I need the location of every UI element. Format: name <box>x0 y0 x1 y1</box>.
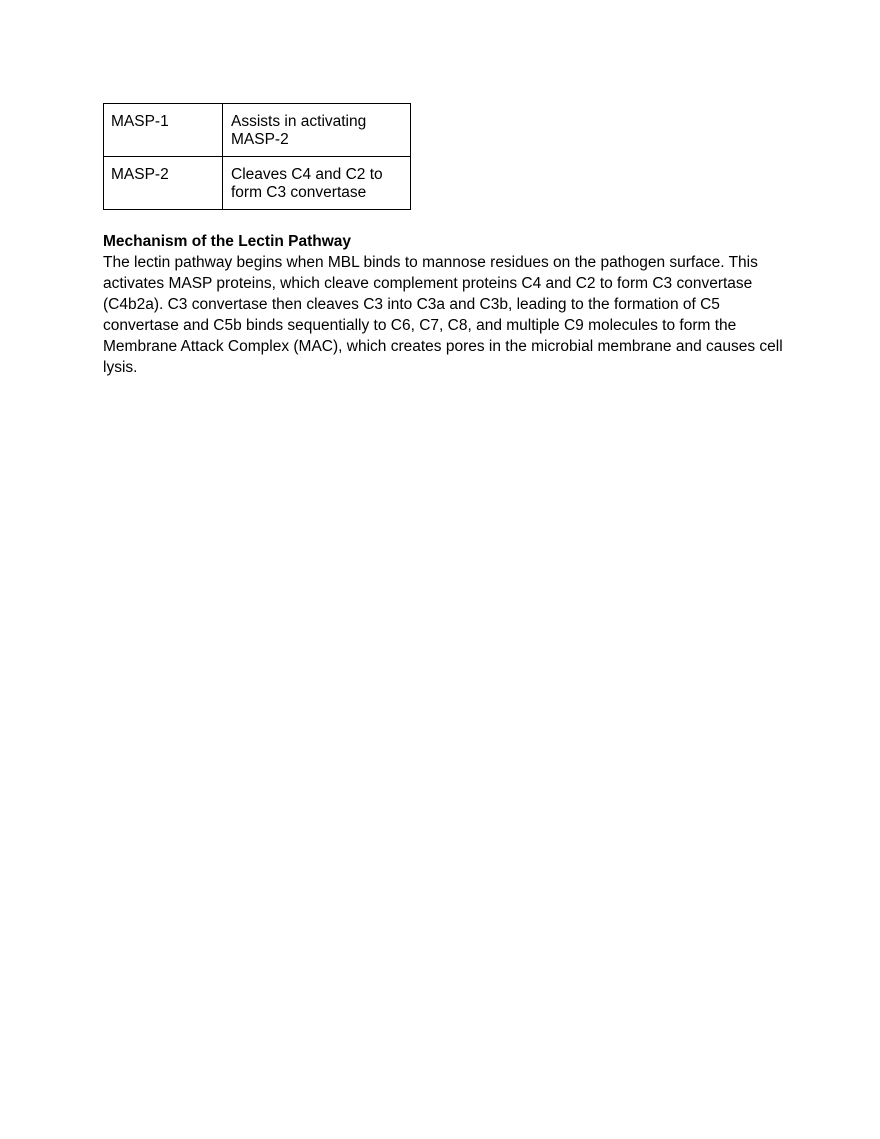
table-cell-function: Assists in activating MASP-2 <box>223 104 411 157</box>
table-row <box>104 104 411 157</box>
section-body: The lectin pathway begins when MBL binds to mannose residues on the pathogen surface. This activates MASP proteins, which cleave complement proteins C4 and C2 to form C3 convertase (C4b2a). C3 convertase then cleaves C3 into C3a and C3b, leading to the formation of C5 convertase and C5b binds sequentially to C6, C7, C8, and multiple C9 molecules to form the Membrane Attack Complex (MAC), which creates pores in the microbial membrane and causes cell lysis. <box>103 254 783 376</box>
table-row <box>104 157 411 210</box>
lectin-pathway-section <box>103 231 783 378</box>
section-heading: Mechanism of the Lectin Pathway <box>103 233 352 250</box>
table-cell-function: Cleaves C4 and C2 to form C3 convertase <box>223 157 411 210</box>
masp-table <box>103 103 411 210</box>
table-cell-name: MASP-1 <box>104 104 223 157</box>
table-cell-name: MASP-2 <box>104 157 223 210</box>
